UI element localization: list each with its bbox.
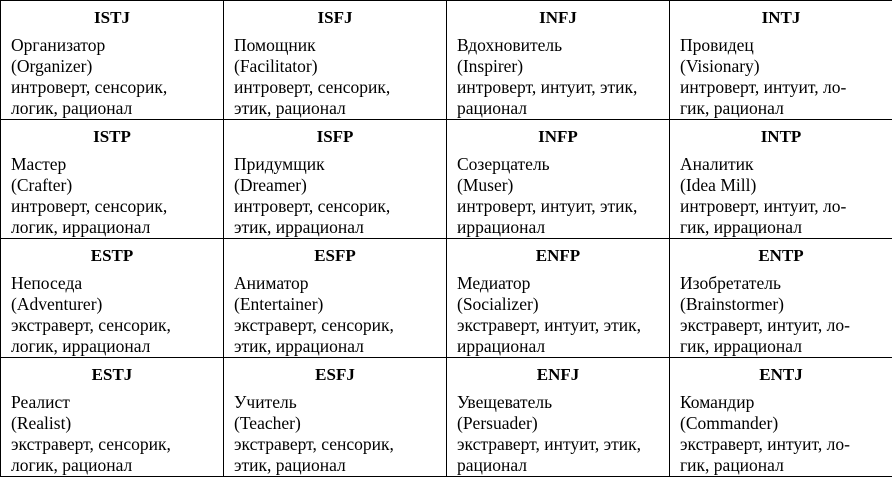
type-cell [1,1,224,120]
type-name-english: (Muser) [457,175,514,195]
table-row [1,239,892,358]
type-traits: интроверт, интуит, этик, [457,77,638,97]
type-cell [447,1,670,120]
type-cell [224,239,447,358]
table-row [1,358,892,477]
type-name-english: (Visionary) [680,56,760,76]
type-name: Учитель [234,392,297,412]
type-name-english: (Facilitator) [234,56,318,76]
type-code: ESFP [314,246,356,265]
type-traits-continued: этик, рационал [234,98,346,118]
type-name: Мастер [11,154,67,174]
type-code: ENTJ [759,365,803,384]
type-traits: интроверт, интуит, этик, [457,196,638,216]
type-name: Вдохновитель [457,35,563,55]
type-traits: интроверт, интуит, ло- [680,196,847,216]
type-code: ENTP [758,246,804,265]
type-cell [447,239,670,358]
type-name: Созерцатель [457,154,550,174]
type-code: ESFJ [315,365,355,384]
type-name: Придумщик [234,154,325,174]
type-name-english: (Commander) [680,413,779,433]
type-cell [1,239,224,358]
type-name-english: (Brainstormer) [680,294,784,314]
type-code: ISFJ [317,8,353,27]
type-name: Аналитик [680,154,754,174]
table-body [1,1,892,477]
type-cell [447,120,670,239]
type-traits: экстраверт, интуит, этик, [457,315,641,335]
type-name-english: (Crafter) [11,175,73,195]
type-cell [447,358,670,477]
type-traits-continued: рационал [457,98,528,118]
type-traits: экстраверт, сенсорик, [234,434,394,454]
type-traits-continued: рационал [457,455,528,475]
type-code: ESTP [90,246,134,265]
type-cell [224,1,447,120]
type-cell [670,120,892,239]
type-name-english: (Persuader) [457,413,538,433]
type-traits-continued: логик, рационал [11,455,133,475]
type-name: Помощник [234,35,316,55]
type-traits: экстраверт, сенсорик, [11,315,171,335]
type-name: Провидец [680,35,754,55]
type-code: INTJ [761,8,801,27]
type-name: Изобретатель [680,273,781,293]
type-traits-continued: гик, рационал [680,98,784,118]
type-name: Непоседа [11,273,83,293]
type-code: ISTJ [94,8,130,27]
type-name-english: (Entertainer) [234,294,324,314]
type-code: INFP [538,127,578,146]
type-cell [1,358,224,477]
type-name-english: (Organizer) [11,56,93,76]
type-name: Организатор [11,35,106,55]
type-traits: экстраверт, интуит, этик, [457,434,641,454]
type-traits: интроверт, сенсорик, [234,77,391,97]
type-traits: интроверт, сенсорик, [11,77,168,97]
type-code: INFJ [539,8,577,27]
type-name-english: (Inspirer) [457,56,524,76]
type-name-english: (Adventurer) [11,294,103,314]
type-cell [670,239,892,358]
type-code: ENFP [535,246,581,265]
type-name: Реалист [11,392,70,412]
type-name: Командир [680,392,755,412]
type-traits: экстраверт, сенсорик, [234,315,394,335]
type-code: ENFJ [536,365,580,384]
type-traits: экстраверт, интуит, ло- [680,315,850,335]
type-traits-continued: гик, рационал [680,455,784,475]
table-row [1,1,892,120]
table-row [1,120,892,239]
type-name-english: (Dreamer) [234,175,307,195]
type-cell [1,120,224,239]
type-cell [224,120,447,239]
type-traits-continued: логик, иррационал [11,336,151,356]
type-traits-continued: иррационал [457,217,546,237]
type-code: ISTP [93,127,131,146]
type-code: ESTJ [91,365,133,384]
type-name: Аниматор [234,273,309,293]
type-name-english: (Teacher) [234,413,301,433]
type-traits-continued: гик, иррационал [680,217,802,237]
type-code: ISFP [316,127,354,146]
type-traits: интроверт, сенсорик, [11,196,168,216]
type-traits-continued: логик, иррационал [11,217,151,237]
type-name-english: (Socializer) [457,294,539,314]
type-traits-continued: этик, рационал [234,455,346,475]
type-traits: экстраверт, интуит, ло- [680,434,850,454]
type-name: Медиатор [457,273,531,293]
type-cell [224,358,447,477]
type-name-english: (Realist) [11,413,72,433]
type-code: INTP [760,127,802,146]
type-traits-continued: иррационал [457,336,546,356]
type-traits: интроверт, сенсорик, [234,196,391,216]
type-cell [670,358,892,477]
type-traits-continued: гик, иррационал [680,336,802,356]
type-name: Увещеватель [457,392,553,412]
type-traits-continued: этик, иррационал [234,336,364,356]
type-traits: интроверт, интуит, ло- [680,77,847,97]
type-traits-continued: этик, иррационал [234,217,364,237]
type-traits: экстраверт, сенсорик, [11,434,171,454]
type-cell [670,1,892,120]
type-name-english: (Idea Mill) [680,175,757,195]
type-traits-continued: логик, рационал [11,98,133,118]
